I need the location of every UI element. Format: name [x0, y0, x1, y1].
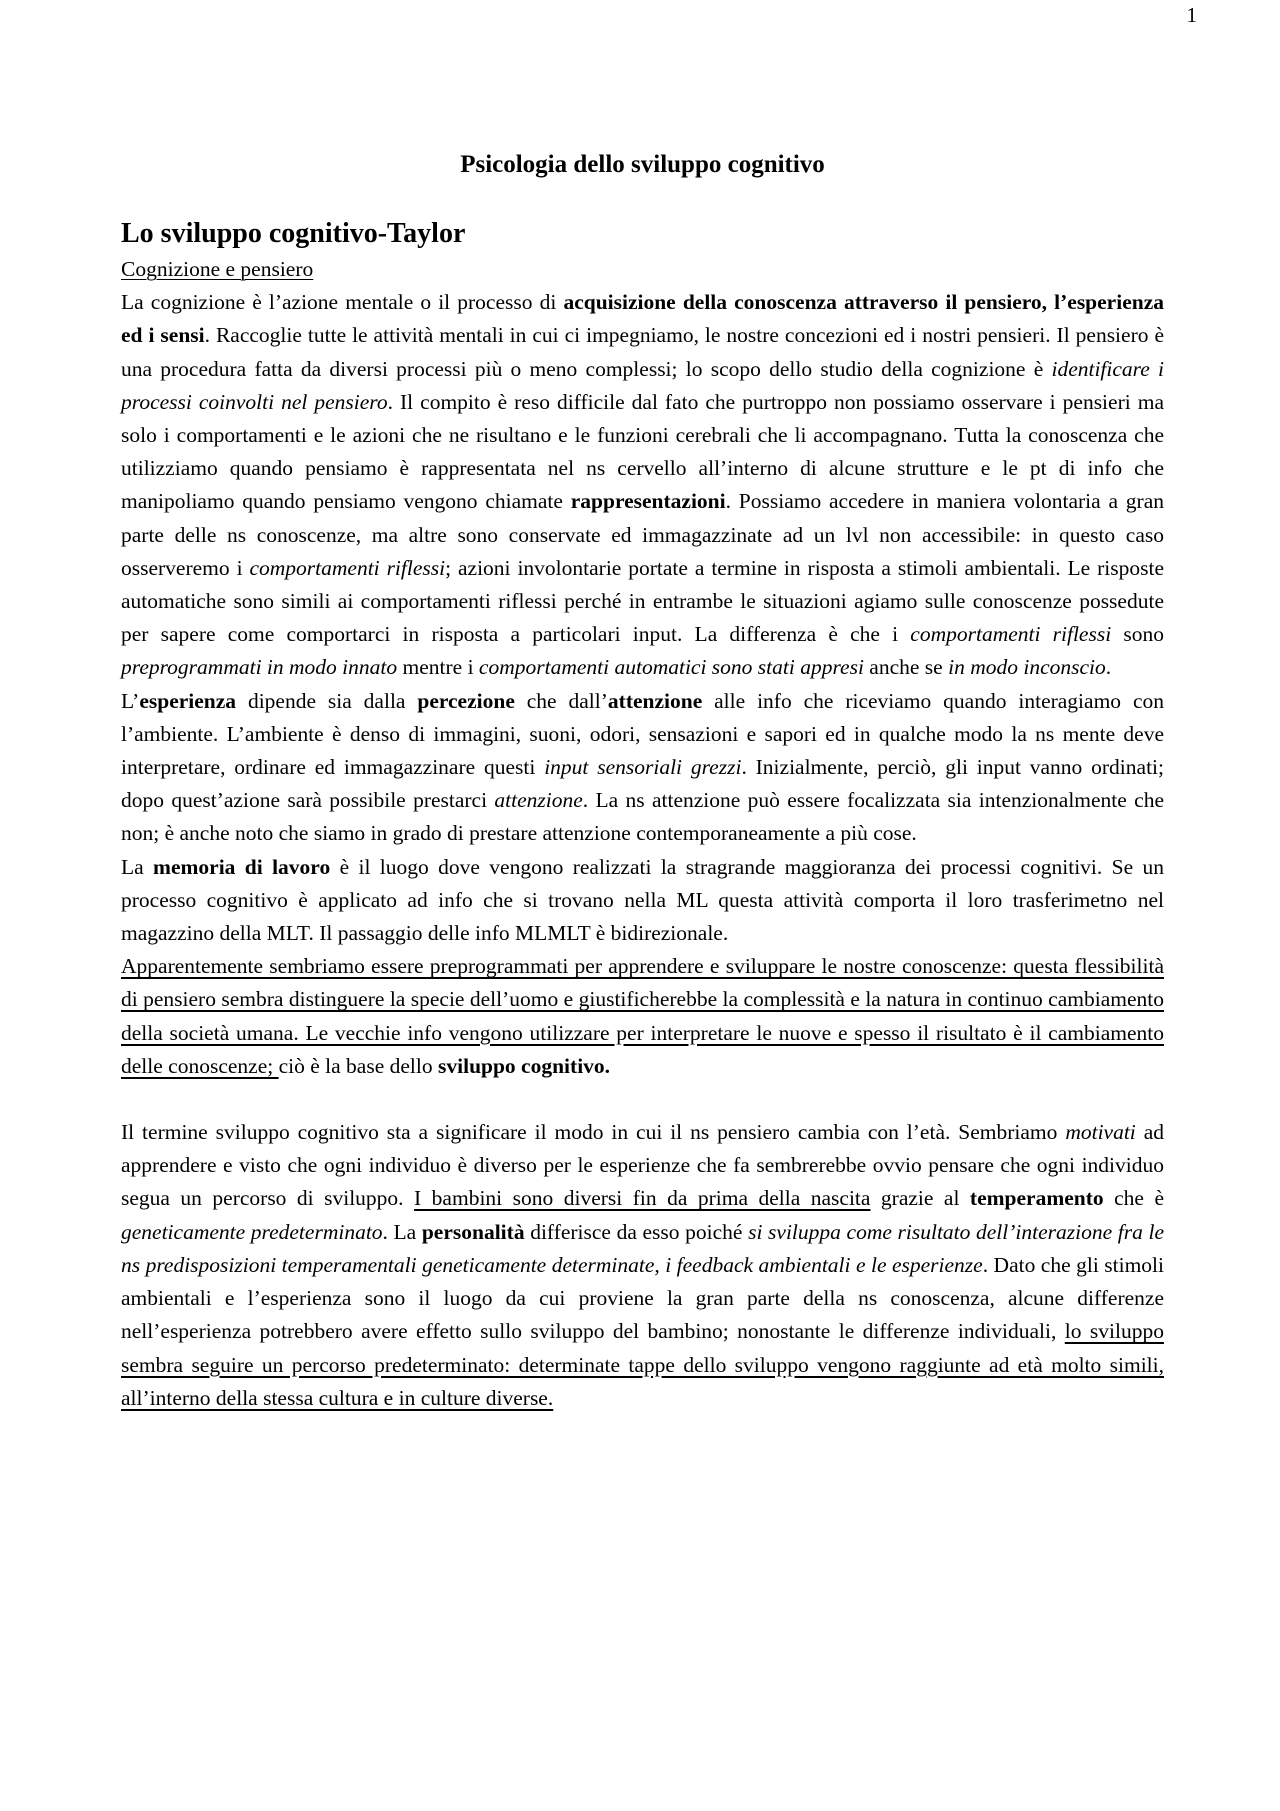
bold-term: temperamento [969, 1186, 1104, 1211]
italic-term: si sviluppa come risultato dell’interazione fra le ns predisposizioni temperamentali geneticamente determinate, i feedback ambientali e le esperienze [121, 1219, 1164, 1277]
italic-term: preprogrammati in modo innato [121, 655, 398, 680]
text-span: mentre i [397, 655, 479, 680]
bold-term: esperienza [139, 688, 237, 713]
bold-term: attenzione [607, 688, 703, 713]
text-span: . Dato che gli stimoli ambientali e l’esperienza sono il luogo da cui proviene la gran parte della ns conoscenza, alcune differenze nell’esperienza potrebbero avere effetto sullo sviluppo del bambino; nonostante le differenze individuali, [121, 1252, 1165, 1344]
bold-term: sviluppo cognitivo. [438, 1053, 611, 1078]
text-span: sono [1111, 622, 1164, 647]
paragraph-gap [121, 1083, 1164, 1116]
text-span: . Raccoglie tutte le attività mentali in cui ci impegniamo, le nostre concezioni ed i nostri pensieri. Il pensiero è una procedura fatta da diversi processi più o meno complessi; lo scopo dello studio della cognizione è [121, 323, 1164, 381]
document-body [121, 145, 1164, 1415]
text-span: che è [1103, 1186, 1164, 1211]
italic-term: identificare i processi coinvolti nel pensiero [121, 356, 1164, 414]
italic-term: comportamenti automatici sono stati appresi [478, 655, 864, 680]
italic-term: in modo inconscio [948, 655, 1106, 680]
paragraph-cognizione [121, 286, 1164, 684]
text-span: . [1105, 655, 1112, 680]
page-number: 1 [1186, 3, 1197, 27]
italic-term: geneticamente predeterminato [121, 1219, 383, 1244]
bold-term: personalità [421, 1219, 525, 1244]
text-span: che dall’ [514, 688, 608, 713]
subsection-title: Cognizione e pensiero [121, 257, 314, 281]
paragraph-esperienza [121, 685, 1164, 851]
text-span: è il luogo dove vengono realizzati la stragrande maggioranza dei processi cognitivi. Se un processo cognitivo è applicato ad info che si trovano nella ML questa attività comporta il loro trasferimetno nel magazzino della MLT. Il passaggio delle info MLMLT è bidirezionale. [121, 854, 1164, 946]
text-span: La cognizione è l’azione mentale o il processo di [121, 290, 564, 315]
text-span: ciò è la base dello [278, 1053, 438, 1078]
paragraph-memoria [121, 851, 1164, 951]
text-span: . Il compito è reso difficile dal fato che purtroppo non possiamo osservare i pensieri ma solo i comportamenti e le azioni che ne risultano e le funzioni cerebrali che li accompagnano. Tutta la conoscenza che utilizziamo quando pensiamo è rappresentata nel ns cervello all’interno di alcune strutture e le pt di info che manipoliamo quando pensiamo vengono chiamate [121, 389, 1164, 514]
text-span: dipende sia dalla [236, 688, 418, 713]
text-span: La [121, 854, 154, 879]
text-span: . La [382, 1219, 422, 1244]
italic-term: attenzione [494, 788, 583, 813]
underlined-passage: I bambini sono diversi fin da prima della nascita [414, 1186, 871, 1211]
text-span: alle info che riceviamo quando interagiamo con l’ambiente. L’ambiente è denso di immagini, suoni, odori, sensazioni e sapori ed in qualche modo la ns mente deve interpretare, ordinare ed immagazzinare questi [121, 688, 1164, 780]
italic-term: input sensoriali grezzi [544, 755, 742, 780]
section-title: Lo sviluppo cognitivo-Taylor [121, 218, 466, 249]
document-title: Psicologia dello sviluppo cognitivo [460, 151, 825, 178]
text-span: differisce da esso poiché [524, 1219, 749, 1244]
underlined-passage: lo sviluppo sembra seguire un percorso predeterminato: determinate tappe dello sviluppo vengono raggiunte ad età molto simili, all’interno della stessa cultura e in culture diverse. [121, 1319, 1164, 1410]
paragraph-termine [121, 1116, 1164, 1415]
bold-term: rappresentazioni [570, 489, 726, 514]
text-span: anche se [863, 655, 949, 680]
text-span: L’ [121, 688, 140, 713]
paragraph-sviluppo [121, 950, 1164, 1083]
text-span: . La ns attenzione può essere focalizzata sia intenzionalmente che non; è anche noto che siamo in grado di prestare attenzione contemporaneamente a più cose. [121, 788, 1164, 846]
text-span: ad apprendere e visto che ogni individuo è diverso per le esperienze che fa sembrerebbe ovvio pensare che ogni individuo segua un percorso di sviluppo. [121, 1120, 1164, 1211]
text-span: Il termine sviluppo cognitivo sta a significare il modo in cui il ns pensiero cambia con l’età. Sembriamo [121, 1120, 1066, 1145]
italic-term: comportamenti riflessi [249, 555, 446, 580]
text-span: . Inizialmente, perciò, gli input vanno ordinati; dopo quest’azione sarà possibile prestarci [121, 755, 1164, 813]
italic-term: comportamenti riflessi [910, 622, 1112, 647]
bold-term: acquisizione della conoscenza attraverso il pensiero, l’esperienza ed i sensi [121, 290, 1164, 348]
italic-term: motivati [1065, 1120, 1136, 1145]
text-span: grazie al [870, 1186, 970, 1211]
underlined-passage: Apparentemente sembriamo essere preprogrammati per apprendere e sviluppare le nostre conoscenze: questa flessibilità di pensiero sembra distinguere la specie dell’uomo e giustificherebbe la complessità e la natura in continuo cambiamento della società umana. Le vecchie info vengono utilizzare per interpretare le nuove e spesso il risultato è il cambiamento delle conoscenze; [121, 954, 1164, 1078]
text-span: ; azioni involontarie portate a termine in risposta a stimoli ambientali. Le risposte automatiche sono simili ai comportamenti riflessi perché in entrambe le situazioni agiamo sulle conoscenze possedute per sapere come comportarci in risposta a particolari input. La differenza è che i [121, 555, 1164, 647]
bold-term: memoria di lavoro [153, 854, 331, 879]
text-span: . Possiamo accedere in maniera volontaria a gran parte delle ns conoscenze, ma altre sono conservate ed immagazzinate ad un lvl non accessibile: in questo caso osserveremo i [121, 489, 1164, 580]
bold-term: percezione [417, 688, 515, 713]
